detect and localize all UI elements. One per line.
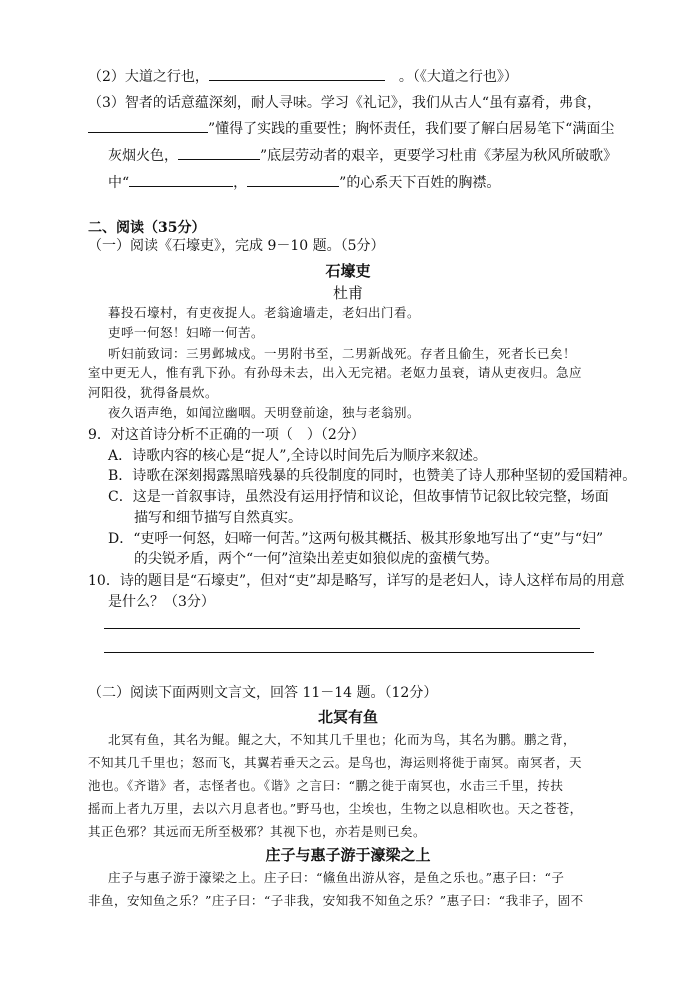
part2-instruction: （二）阅读下面两则文言文，回答 11－14 题。（12分） (88, 685, 438, 701)
text2-line: 非鱼，安知鱼之乐？”庄子曰：“子非我，安知我不知鱼之乐？”惠子曰：“我非子，固不 (88, 893, 584, 908)
poem-line: 室中更无人，惟有乳下孙。有孙母未去，出入无完裙。老妪力虽衰，请从吏夜归。急应 (88, 365, 583, 380)
text1-title: 北冥有鱼 (317, 708, 378, 726)
poem-line: 河阳役，犹得备晨炊。 (88, 385, 219, 400)
answer-blank[interactable] (129, 172, 233, 187)
q3-line4-comma: ， (233, 175, 248, 191)
q9-option-c-cont: 描写和细节描写自然真实。 (134, 510, 302, 526)
answer-blank[interactable] (178, 145, 260, 160)
poem-line: 暮投石壕村，有吏夜捉人。老翁逾墙走，老妇出门看。 (108, 305, 421, 320)
q3-line4-start: 中“ (108, 175, 130, 191)
q3-line4-end: ”的心系天下百姓的胸襟。 (339, 175, 501, 191)
q9-option-d-cont: 的尖锐矛盾，两个“一何”渲染出差吏如狼似虎的蛮横气势。 (134, 551, 499, 567)
text1-line: 北冥有鱼，其名为鲲。鲲之大，不知其几千里也；化而为鸟，其名为鹏。鹏之背， (108, 732, 577, 747)
q9-option-a: A．诗歌内容的核心是“捉人”,全诗以时间先后为顺序来叙述。 (108, 448, 487, 464)
question-2 (88, 66, 636, 87)
question-9: 9．对这首诗分析不正确的一项（ ）（2分） (88, 427, 365, 443)
poem-author: 杜甫 (332, 284, 363, 302)
question-3-line3 (108, 145, 636, 166)
q2-start: （2）大道之行也， (88, 69, 209, 85)
answer-line[interactable] (104, 652, 594, 653)
q3-line3-start: 灰烟火色， (108, 148, 178, 164)
q9-option-b: B．诗歌在深刻揭露黑暗残暴的兵役制度的同时，也赞美了诗人那种坚韧的爱国精神。 (108, 468, 637, 484)
q9-option-d: D．“吏呼一何怒，妇啼一何苦。”这两句极其概括、极其形象地写出了“吏”与“妇” (108, 531, 604, 547)
q2-end: 。（《大道之行也》） (398, 69, 518, 85)
part1-instruction: （一）阅读《石壕吏》，完成 9－10 题。（5分） (88, 238, 385, 254)
text1-line: 不知其几千里也；怒而飞，其翼若垂天之云。是鸟也，海运则将徙于南冥。南冥者，天 (88, 755, 583, 770)
q3-line2-text: ”懂得了实践的重要性；胸怀责任，我们要了解白居易笔下“满面尘 (208, 121, 615, 137)
poem-line: 夜久语声绝，如闻泣幽咽。天明登前途，独与老翁别。 (108, 405, 421, 420)
text2-line: 庄子与惠子游于濠梁之上。庄子曰：“鯈鱼出游从容，是鱼之乐也。”惠子曰：“子 (108, 870, 565, 885)
answer-blank[interactable] (209, 66, 385, 81)
text1-line: 其正色邪？其远而无所至极邪？其视下也，亦若是则已矣。 (88, 824, 427, 839)
text2-title: 庄子与惠子游于濠梁之上 (265, 846, 431, 864)
answer-blank[interactable] (247, 172, 339, 187)
q9-option-c: C．这是一首叙事诗，虽然没有运用抒情和议论，但故事情节记叙比较完整，场面 (108, 489, 609, 505)
poem-line: 听妇前致词：三男邺城戍。一男附书至，二男新战死。存者且偷生，死者长已矣！ (108, 346, 577, 361)
question-10: 10．诗的题目是“石壕吏”，但对“吏”却是略写，详写的是老妇人，诗人这样布局的用意 (88, 573, 625, 589)
poem-title: 石壕吏 (325, 262, 371, 280)
question-3-line2 (88, 118, 636, 139)
q3-line3-end: ”底层劳动者的艰辛，更要学习杜甫《茅屋为秋风所破歌》 (260, 148, 618, 164)
question-3-line4 (108, 172, 636, 193)
text1-line: 池也。《齐谐》者，志怪者也。《谐》之言曰：“鹏之徙于南冥也，水击三千里，抟扶 (88, 778, 564, 793)
answer-line[interactable] (104, 628, 580, 629)
section-heading: 二、阅读（35分） (88, 220, 206, 236)
question-10-cont: 是什么？（3分） (108, 594, 215, 610)
question-3-line1: （3）智者的话意蕴深刻，耐人寻味。学习《礼记》，我们从古人“虽有嘉肴，弗食， (88, 95, 602, 111)
answer-blank[interactable] (88, 118, 208, 133)
text1-line: 摇而上者九万里，去以六月息者也。”野马也，尘埃也，生物之以息相吹也。天之苍苍， (88, 801, 583, 816)
poem-line: 吏呼一何怒！妇啼一何苦。 (108, 325, 265, 340)
